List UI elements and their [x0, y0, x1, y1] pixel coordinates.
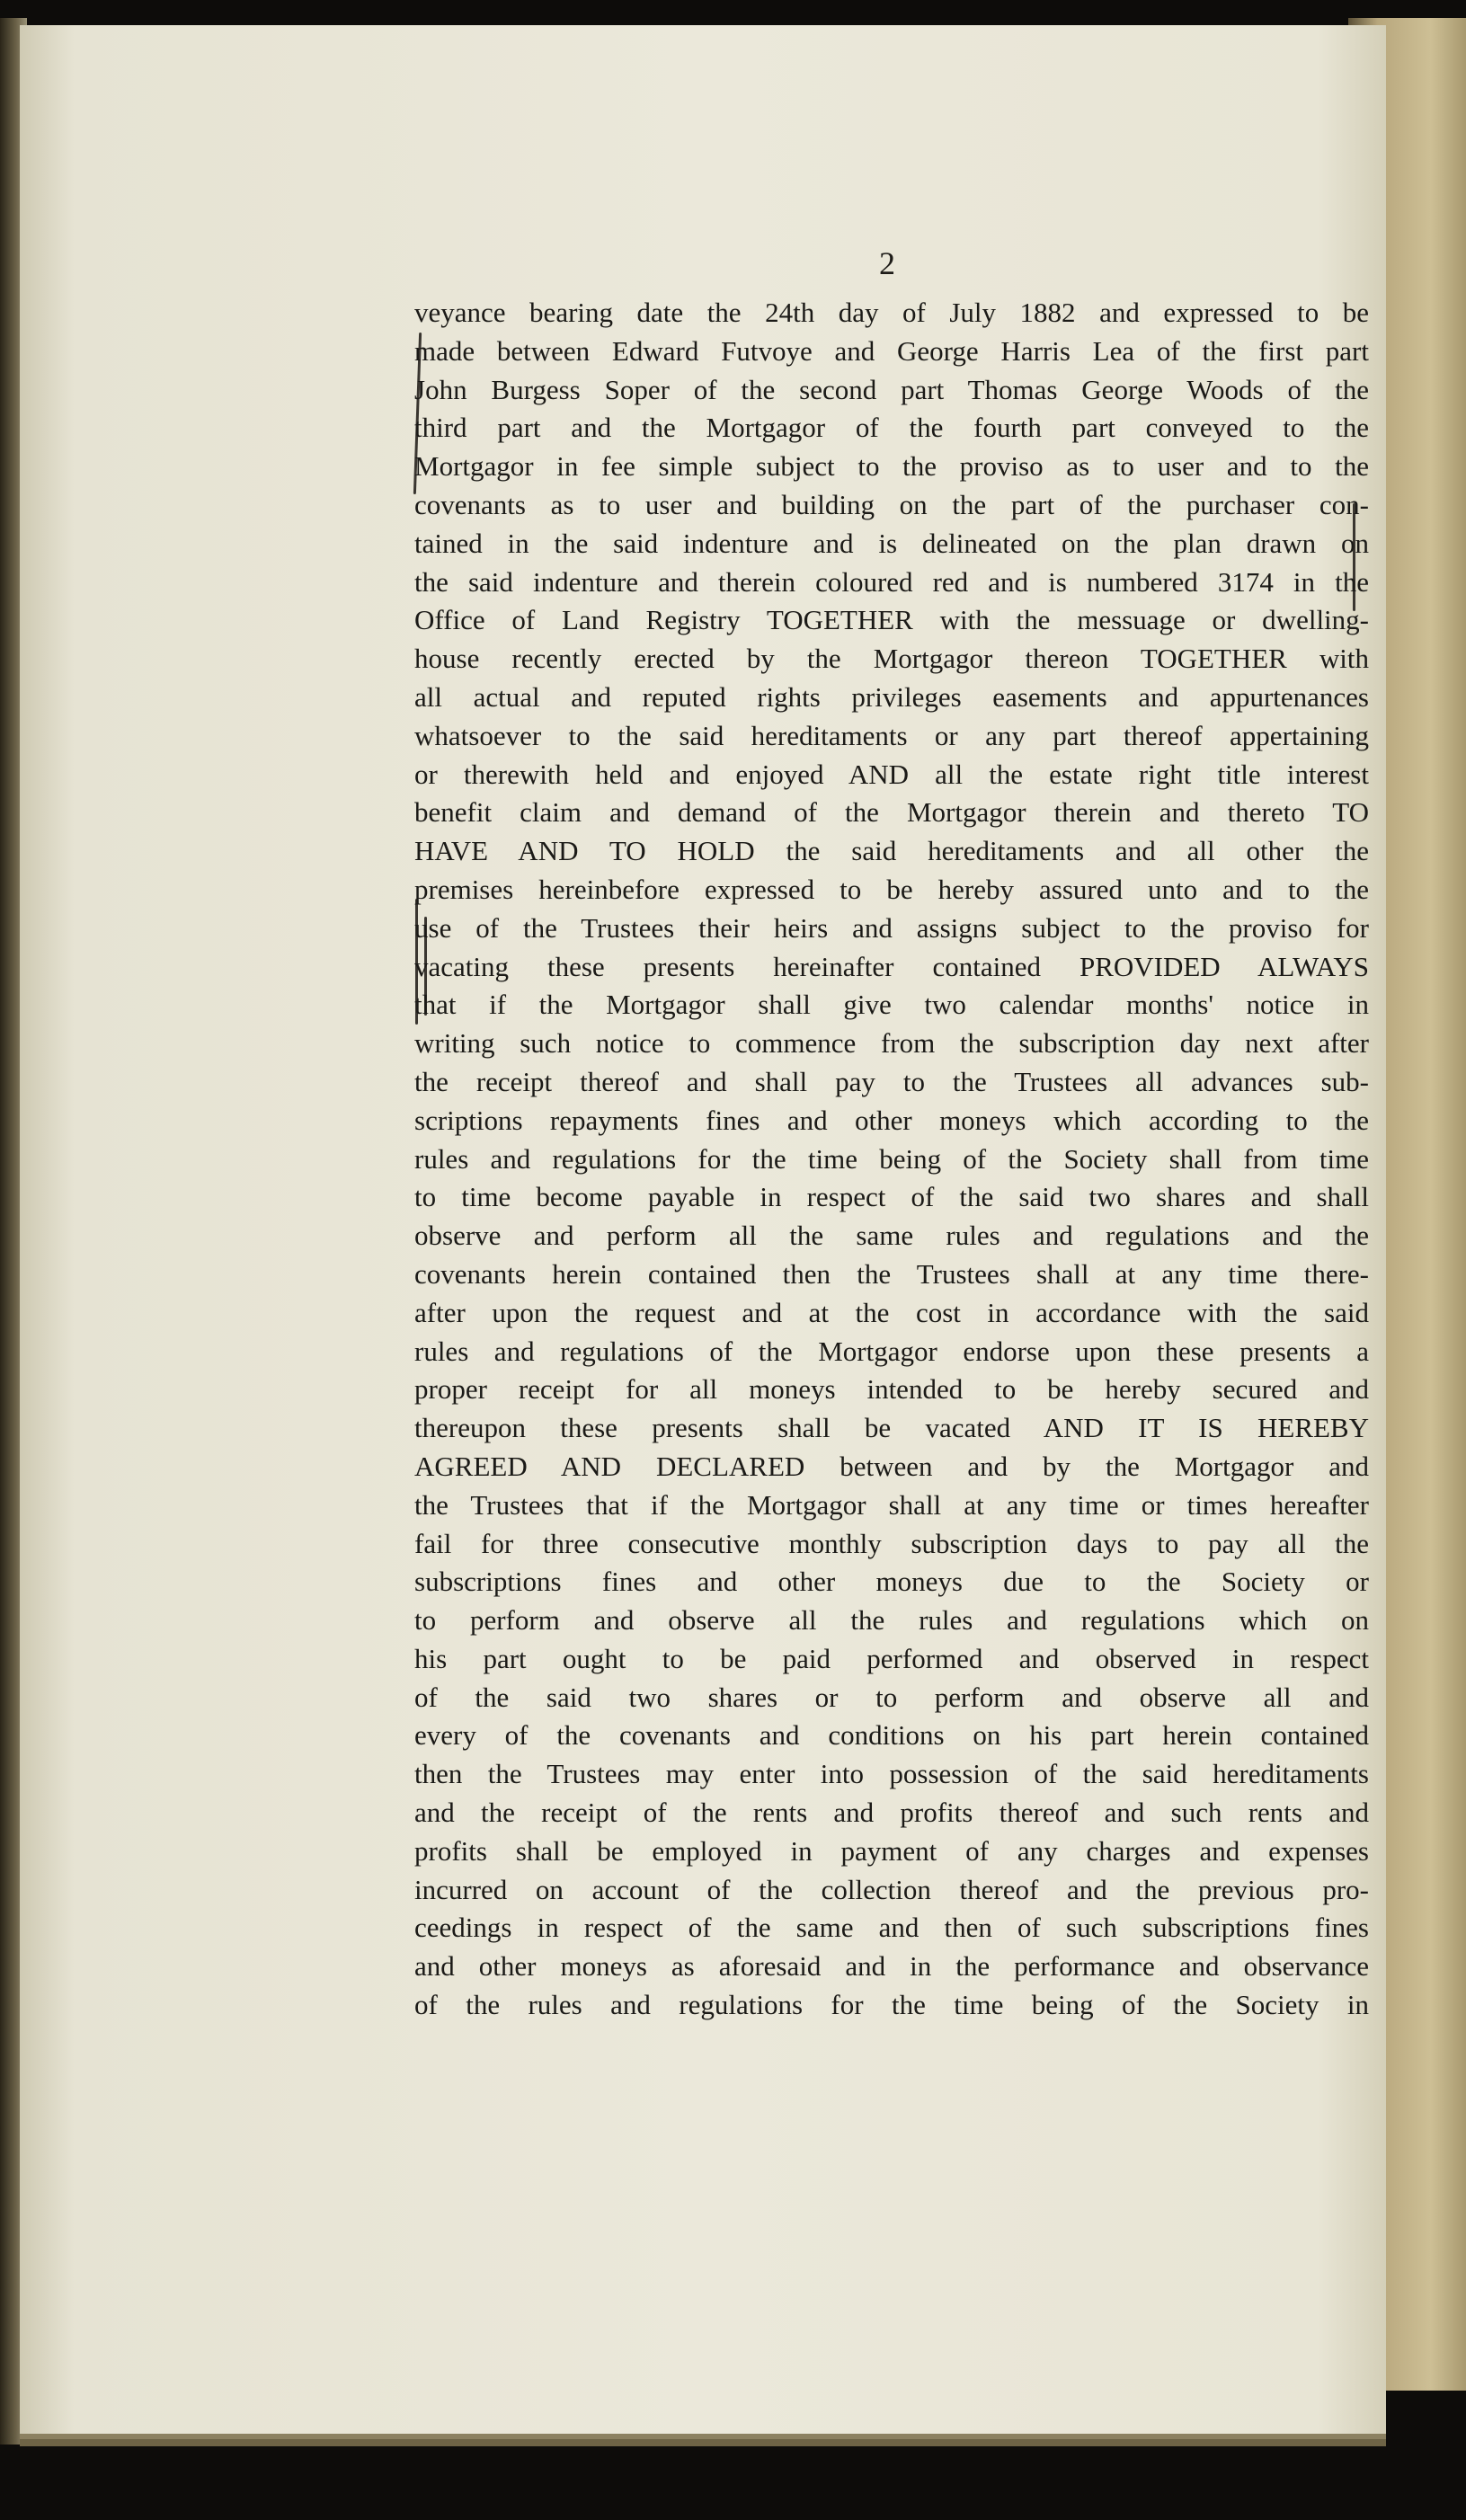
text-line-content: profits shall be employed in payment of any charges and expenses: [414, 1834, 1369, 1867]
text-line-content: HAVE AND TO HOLD the said hereditaments and all other the: [414, 835, 1369, 867]
text-line: [414, 1909, 1369, 1948]
text-line: [414, 1217, 1369, 1256]
text-line: [414, 1871, 1369, 1910]
text-line: [414, 948, 1369, 987]
text-line-content: all actual and reputed rights privileges easements and appurtenances: [414, 680, 1369, 713]
text-line: [414, 1102, 1369, 1140]
text-line-content: of the said two shares or to perform and observe all and: [414, 1681, 1369, 1713]
page-number: 2: [879, 245, 895, 281]
text-line: [414, 1948, 1369, 1986]
text-line: [414, 525, 1369, 563]
text-line: [414, 601, 1369, 640]
text-line: [414, 371, 1369, 410]
text-line: [414, 1256, 1369, 1294]
text-line-content: Office of Land Registry TOGETHER with the messuage or dwelling-: [414, 604, 1369, 636]
text-line: [414, 1679, 1369, 1717]
text-line: [414, 1486, 1369, 1525]
text-line-content: vacating these presents hereinafter contained PROVIDED ALWAYS: [414, 950, 1369, 982]
text-line: [414, 756, 1369, 794]
text-line: [414, 986, 1369, 1025]
text-line-content: fail for three consecutive monthly subscription days to pay all the: [414, 1527, 1369, 1559]
document-body-text: [414, 294, 1369, 2025]
text-line-content: veyance bearing date the 24th day of July 1882 and expressed to be: [414, 297, 1369, 328]
text-line: [414, 794, 1369, 832]
text-line-content: thereupon these presents shall be vacated AND IT IS HEREBY: [414, 1412, 1369, 1444]
text-line-content: premises hereinbefore expressed to be hereby assured unto and to the: [414, 873, 1369, 905]
text-line: [414, 1755, 1369, 1794]
text-line-content: scriptions repayments fines and other moneys which according to the: [414, 1104, 1369, 1136]
text-line: [414, 1294, 1369, 1333]
text-line-content: the said indenture and therein coloured red and is numbered 3174 in the: [414, 565, 1369, 598]
text-line: [414, 486, 1369, 525]
text-line-content: covenants as to user and building on the part of the purchaser con-: [414, 488, 1369, 520]
text-line-content: and the receipt of the rents and profits thereof and such rents and: [414, 1797, 1369, 1829]
text-line-content: or therewith held and enjoyed AND all the estate right title interest: [414, 758, 1369, 790]
text-line: [414, 1333, 1369, 1371]
text-line: [414, 1025, 1369, 1063]
text-line-content: to time become payable in respect of the said two shares and shall: [414, 1181, 1369, 1213]
text-line: [414, 1794, 1369, 1832]
text-line-content: use of the Trustees their heirs and assigns subject to the proviso for: [414, 911, 1369, 944]
text-line: [414, 1602, 1369, 1640]
text-line-content: tained in the said indenture and is delineated on the plan drawn on: [414, 527, 1369, 559]
text-line-content: third part and the Mortgagor of the fourth part conveyed to the: [414, 412, 1369, 444]
text-line-content: after upon the request and at the cost in accordance with the said: [414, 1296, 1369, 1328]
text-line: [414, 333, 1369, 371]
text-line: [414, 1640, 1369, 1679]
text-line: [414, 1832, 1369, 1871]
text-line: [414, 640, 1369, 679]
text-line-content: whatsoever to the said hereditaments or any part thereof appertaining: [414, 719, 1369, 751]
text-line: [414, 563, 1369, 602]
text-line-content: that if the Mortgagor shall give two calendar months' notice in: [414, 989, 1369, 1021]
text-line: [414, 1409, 1369, 1448]
text-line: [414, 294, 1369, 333]
text-line-content: rules and regulations for the time being of the Society shall from time: [414, 1142, 1369, 1175]
text-line-content: covenants herein contained then the Trustees shall at any time there-: [414, 1257, 1369, 1290]
text-line: [414, 1448, 1369, 1486]
text-line-content: subscriptions fines and other moneys due to the Society or: [414, 1566, 1369, 1598]
text-line: [414, 1178, 1369, 1217]
text-line: [414, 679, 1369, 717]
text-line-content: every of the covenants and conditions on his part herein contained: [414, 1719, 1369, 1752]
text-line-content: Mortgagor in fee simple subject to the proviso as to user and to the: [414, 450, 1369, 483]
text-line-content: the Trustees that if the Mortgagor shall at any time or times hereafter: [414, 1488, 1369, 1521]
text-line: [414, 717, 1369, 756]
text-line: [414, 1140, 1369, 1179]
text-line-content: incurred on account of the collection thereof and the previous pro-: [414, 1873, 1369, 1905]
text-line-content: AGREED AND DECLARED between and by the Mortgagor and: [414, 1450, 1369, 1482]
text-line-content: to perform and observe all the rules and regulations which on: [414, 1604, 1369, 1637]
text-line: [414, 1525, 1369, 1564]
text-line-content: proper receipt for all moneys intended to be hereby secured and: [414, 1373, 1369, 1406]
text-line-content: his part ought to be paid performed and observed in respect: [414, 1642, 1369, 1674]
text-line: [414, 1371, 1369, 1409]
text-line-content: of the rules and regulations for the time being of the Society in: [414, 1989, 1369, 2021]
text-line: [414, 409, 1369, 448]
text-line-content: and other moneys as aforesaid and in the performance and observance: [414, 1950, 1369, 1983]
text-line: [414, 448, 1369, 486]
text-line-content: observe and perform all the same rules and regulations and the: [414, 1220, 1369, 1252]
text-line: [414, 1717, 1369, 1755]
text-line-content: made between Edward Futvoye and George Harris Lea of the first part: [414, 334, 1369, 367]
text-line: [414, 1063, 1369, 1102]
text-line-content: house recently erected by the Mortgagor thereon TOGETHER with: [414, 643, 1369, 675]
text-line: [414, 832, 1369, 871]
text-line-content: writing such notice to commence from the subscription day next after: [414, 1027, 1369, 1060]
text-line-content: benefit claim and demand of the Mortgagor therein and thereto TO: [414, 796, 1369, 829]
text-line-content: ceedings in respect of the same and then of such subscriptions fines: [414, 1912, 1369, 1944]
text-line-content: then the Trustees may enter into possession of the said hereditaments: [414, 1758, 1369, 1790]
text-line: [414, 1563, 1369, 1602]
text-line: [414, 910, 1369, 948]
text-line: [414, 871, 1369, 910]
text-line-content: the receipt thereof and shall pay to the Trustees all advances sub-: [414, 1065, 1369, 1097]
text-line: [414, 1986, 1369, 2025]
text-line-content: rules and regulations of the Mortgagor endorse upon these presents a: [414, 1335, 1369, 1367]
text-line-content: John Burgess Soper of the second part Thomas George Woods of the: [414, 373, 1369, 405]
